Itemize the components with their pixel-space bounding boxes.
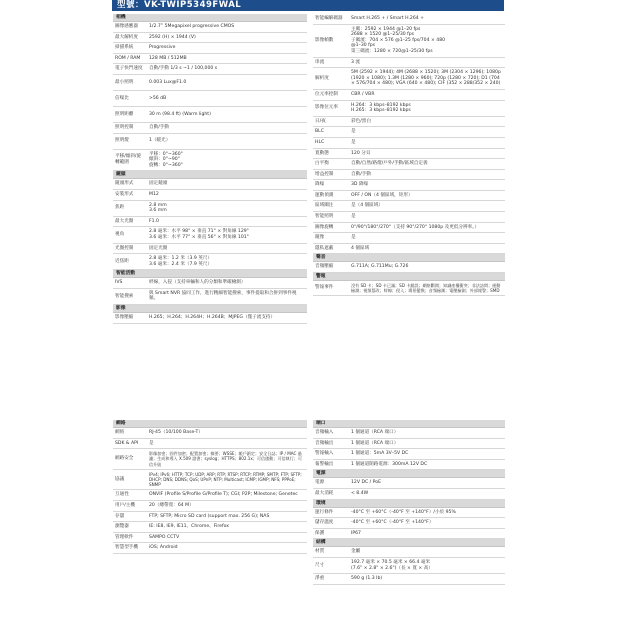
spec-label: 光圈控制 xyxy=(115,245,134,251)
spec-value: 1 個通道（RCA 端口） xyxy=(351,430,399,435)
spec-value: 2.8 毫米：水平 98° × 垂直 71° × 對角線 129° 3.6 毫米：水平 77° × 垂直 56° × 對角線 101° xyxy=(149,229,249,240)
spec-row xyxy=(313,518,505,529)
spec-label: 存儲 xyxy=(115,513,125,519)
spec-value: 是 xyxy=(351,235,356,241)
spec-label: 區域關注 xyxy=(315,203,334,209)
section-header: 智能活動 xyxy=(113,270,307,278)
spec-value: 1 個通道：5mA 3V–5V DC xyxy=(351,451,409,457)
spec-value: 自動/自然/路燈/戶外/手動/區域自定義 xyxy=(351,161,428,167)
spec-row xyxy=(113,134,307,150)
spec-table-right xyxy=(313,14,505,296)
spec-label: 運行條件 xyxy=(315,509,334,515)
spec-label: 最大消耗 xyxy=(315,490,334,496)
spec-label: 警報輸入 xyxy=(315,451,334,457)
spec-label: 網絡 xyxy=(115,430,125,435)
spec-row xyxy=(313,244,505,255)
spec-row xyxy=(313,201,505,212)
spec-label: 鏡像 xyxy=(315,235,325,241)
spec-label: 圖像感應器 xyxy=(115,24,138,29)
spec-label: 最大解析度 xyxy=(115,34,138,40)
spec-value: 是 xyxy=(149,440,154,446)
spec-row xyxy=(113,33,307,44)
spec-row xyxy=(313,449,505,460)
spec-value: IE: IE8, IE9, IE11、Chrome、Firefox xyxy=(149,524,229,530)
spec-row xyxy=(113,190,307,201)
spec-value: 12V DC / PoE xyxy=(351,480,381,486)
spec-value: 金屬 xyxy=(351,549,361,555)
spec-value: 120 分貝 xyxy=(351,150,371,156)
spec-row xyxy=(313,558,505,574)
spec-label: 近焦距 xyxy=(115,258,129,264)
spec-label: 電子快門速度 xyxy=(115,66,143,72)
spec-row xyxy=(313,233,505,244)
spec-row xyxy=(313,90,505,101)
spec-label: 解析度 xyxy=(315,75,329,81)
spec-value: IP67 xyxy=(351,530,361,536)
spec-label: 鏡頭形式 xyxy=(115,181,134,187)
spec-label: 降噪 xyxy=(315,182,325,188)
spec-value: -40°C 至 +60°C（-40°F 至 +140°F）/小於 95% xyxy=(351,509,456,515)
spec-value: 3 流 xyxy=(351,59,360,65)
spec-value: < 8.4W xyxy=(351,490,369,496)
spec-label: 照明距離 xyxy=(115,111,134,117)
spec-label: 儲存溫度 xyxy=(315,520,334,526)
spec-value: 絆線，入侵（支持車輛和人的分類和準確檢測） xyxy=(149,280,246,286)
spec-value: 0.003 Lux@F1.0 xyxy=(149,79,187,85)
spec-row xyxy=(313,212,505,223)
section-header: 鏡頭 xyxy=(113,171,307,179)
spec-value: G.711A; G.711Mu; G.726 xyxy=(351,264,409,270)
section-header: 警報 xyxy=(313,273,505,281)
spec-row xyxy=(113,91,307,107)
spec-row xyxy=(313,127,505,138)
spec-value: -40°C 至 +60°C（-40°F 至 +140°F） xyxy=(351,520,434,526)
spec-table-right xyxy=(313,420,505,585)
spec-label: 智慧型手機 xyxy=(115,545,138,551)
spec-value: 平移：0°~360° 傾斜：0°~90° 旋轉：0°~360° xyxy=(149,151,183,168)
spec-value: 是 xyxy=(351,139,356,145)
spec-label: 最大光圈 xyxy=(115,218,134,224)
spec-row xyxy=(113,522,307,533)
spec-label: 保護 xyxy=(315,530,325,536)
spec-row xyxy=(313,529,505,540)
spec-value: 0°/90°/180°/270°（支持 90°/270° 1080p 及更低分辨率。） xyxy=(351,224,480,230)
section-header: 相機 xyxy=(113,14,307,22)
spec-label: 串流 xyxy=(315,59,325,65)
spec-value: iOS; Android xyxy=(149,545,178,551)
spec-row xyxy=(113,201,307,217)
spec-value: 是（4 個區域） xyxy=(351,203,383,209)
spec-row xyxy=(313,460,505,471)
spec-value: RJ-45（10/100 Base-T） xyxy=(149,430,203,435)
spec-row xyxy=(113,428,307,439)
spec-value: 是 xyxy=(351,129,356,135)
spec-label: 網路安全 xyxy=(115,456,134,462)
spec-label: 信噪比 xyxy=(115,95,129,101)
spec-row xyxy=(313,478,505,489)
spec-value: 與 Smart NVR 協同工作，進行精細智能搜索，事件提取和合併到事件視頻。 xyxy=(149,290,297,302)
spec-row xyxy=(313,25,505,58)
spec-row xyxy=(113,54,307,65)
spec-label: IVS xyxy=(115,280,123,286)
spec-value: 自動/手動 1/3 s ~1 / 100,000 s xyxy=(149,66,218,72)
spec-label: 淨重 xyxy=(315,576,325,582)
spec-value: 1（暖光） xyxy=(149,138,171,144)
spec-value: IPv4; IPv6; HTTP; TCP; UDP; ARP; RTP; RTSP; RTCP; RTMP; SMTP; FTP; SFTP; DHCP; DNS; DDNS; QoS; UPnP; NTP; Multicast; ICMP; IGMP; NFS; PPPoE; SNMP xyxy=(149,471,302,488)
section-header: 影像 xyxy=(113,305,307,313)
spec-label: 增益控制 xyxy=(315,171,334,177)
spec-row xyxy=(113,179,307,190)
spec-label: 安裝形式 xyxy=(115,191,134,197)
spec-row xyxy=(113,533,307,544)
spec-label: 互通性 xyxy=(115,492,129,498)
spec-label: 智能搜索 xyxy=(115,293,134,299)
spec-value: M12 xyxy=(149,191,159,197)
spec-label: 圖像旋轉 xyxy=(315,224,334,230)
spec-row xyxy=(313,117,505,128)
spec-value: 自動/手動 xyxy=(351,171,371,177)
spec-row xyxy=(313,14,505,25)
spec-row xyxy=(113,470,307,491)
spec-row xyxy=(313,138,505,149)
spec-label: SDK & API xyxy=(115,440,139,446)
spec-value: 1 個通道開路電源：300mA 12V DC xyxy=(351,461,428,467)
spec-label: 影像幀數 xyxy=(315,37,334,43)
spec-value: 主碼：2592 × 1944 @1–20 fps 2688 × 1520 @1–25/30 fps 子碼流：704 × 576 @1–25 fps/704 × 480 @1–30 fps 第三碼流：1280 × 720@1–25/30 fps xyxy=(351,26,446,54)
spec-label: 音頻壓縮 xyxy=(315,264,334,270)
spec-value: 2592 (H) × 1944 (V) xyxy=(149,34,196,40)
spec-value: F1.0 xyxy=(149,218,159,224)
spec-row xyxy=(113,123,307,134)
spec-row xyxy=(313,508,505,519)
section-header: 聲音 xyxy=(313,254,505,262)
spec-label: 隱私遮蔽 xyxy=(315,245,334,251)
spec-row xyxy=(313,159,505,170)
spec-value: 固定光圈 xyxy=(149,245,168,251)
spec-label: 協議 xyxy=(115,476,125,482)
spec-table-left xyxy=(113,420,307,554)
model-title-banner: 型號：VK-TWIP5349FWAL xyxy=(112,0,504,11)
spec-value: 1 個通道（RCA 端口） xyxy=(351,440,399,446)
spec-value: 3D 降噪 xyxy=(351,182,369,188)
spec-label: BLC xyxy=(315,129,324,135)
spec-value: 5M (2592 × 1944); 4M (2688 × 1520); 3M (2304 × 1296); 1080p (1920 × 1080); 1.3M (1280 × 960); 720p (1280 × 720); D1 (704 × 576/704 × 480); VGA (640 × 480); CIF (352 × 288/352 × 240) xyxy=(351,70,501,87)
spec-value: 是 xyxy=(351,214,356,220)
spec-label: 智能照明 xyxy=(315,214,334,220)
spec-row xyxy=(313,149,505,160)
spec-label: ROM / RAM xyxy=(115,55,141,61)
spec-value: H.264：3 kbps–8192 kbps H.265：3 kbps–8192 kbps xyxy=(351,102,411,114)
spec-value: ONVIF (Profile S/Profile G/Profile T); CGI; P2P; Milestone; Genetec xyxy=(149,492,298,498)
spec-row xyxy=(313,281,505,296)
spec-value: H.265；H.264；H.264H；H.264B；MJPEG（僅子流支持） xyxy=(149,315,276,321)
spec-label: 影像位元率 xyxy=(315,105,338,111)
spec-label: 平移/傾斜/旋轉範圍 xyxy=(115,154,142,165)
spec-row xyxy=(113,217,307,228)
spec-row xyxy=(113,227,307,243)
spec-label: 電源 xyxy=(315,480,325,486)
section-header: 端口 xyxy=(313,420,505,428)
spec-row xyxy=(313,428,505,439)
spec-value: 2.8 毫米：1.2 米（3.9 英尺） 3.6 毫米：2.4 米（7.9 英尺） xyxy=(149,256,213,267)
spec-value: 1/2.7” 5Megapixel progressive CMOS xyxy=(149,24,235,29)
spec-label: 最小照明 xyxy=(115,79,134,85)
spec-row xyxy=(313,101,505,117)
spec-label: 影像壓縮 xyxy=(115,315,134,321)
spec-row xyxy=(313,170,505,181)
spec-label: 白平衡 xyxy=(315,161,329,167)
spec-label: 智能編解碼器 xyxy=(315,16,343,21)
spec-row xyxy=(313,191,505,202)
spec-label: 視角 xyxy=(115,232,125,238)
spec-value: 影像加密；固件加密；配置加密；摘要；WSSE；帳戶鎖定；安全日誌；IP / MAC 過濾；生成和導入 X.509 證書；syslog；HTTPS；802.1x；可信啟動；可信執行；可信升級 xyxy=(149,451,302,467)
section-header: 電源 xyxy=(313,470,505,478)
spec-label: 照明控制 xyxy=(115,124,134,130)
spec-value: 30 m (98.4 ft) (Warm light) xyxy=(149,111,211,117)
spec-row xyxy=(313,262,505,273)
spec-row xyxy=(113,75,307,91)
spec-row xyxy=(113,278,307,289)
spec-label: 警報事件 xyxy=(315,285,334,291)
spec-row xyxy=(113,439,307,450)
spec-row xyxy=(113,543,307,554)
spec-row xyxy=(113,22,307,33)
spec-page-2 xyxy=(0,412,620,620)
spec-row xyxy=(113,289,307,305)
spec-value: 2.8 mm 3.6 mm xyxy=(149,202,167,214)
spec-label: 瀏覽器 xyxy=(115,524,129,530)
spec-value: CBR / VBR xyxy=(351,91,375,97)
spec-row xyxy=(313,489,505,500)
spec-row xyxy=(113,512,307,523)
spec-row xyxy=(113,490,307,501)
spec-row xyxy=(313,68,505,90)
spec-value: 自動/手動 xyxy=(149,124,169,130)
spec-value: Smart H.265 + / Smart H.264 + xyxy=(351,16,425,21)
spec-row xyxy=(313,58,505,69)
spec-value: 590 g (1.3 lb) xyxy=(351,576,383,582)
spec-row xyxy=(113,449,307,470)
spec-label: 照明燈 xyxy=(115,138,129,144)
spec-row xyxy=(113,501,307,512)
spec-value: 4 個區域 xyxy=(351,245,370,251)
spec-label: 音頻輸入 xyxy=(315,430,334,435)
spec-row xyxy=(113,43,307,54)
section-header: 環境 xyxy=(313,500,505,508)
spec-value: Progressive xyxy=(149,45,176,51)
spec-value: 192.7 毫米 × 70.5 毫米 × 66.4 毫米 (7.6" × 2.8" × 2.6")（長 × 寬 × 高） xyxy=(351,559,433,571)
spec-row xyxy=(313,547,505,558)
spec-value: 彩色/黑白 xyxy=(351,118,371,124)
spec-label: 尺寸 xyxy=(315,562,325,568)
spec-label: 位元率控制 xyxy=(315,91,338,97)
spec-label: HLC xyxy=(315,139,325,145)
spec-label: 報警輸出 xyxy=(315,461,334,467)
spec-label: 寬動態 xyxy=(315,150,329,156)
spec-label: 音頻輸出 xyxy=(315,440,334,446)
spec-row xyxy=(313,223,505,234)
spec-value: OFF / ON（4 個區域，矩形） xyxy=(351,192,413,198)
spec-row xyxy=(113,254,307,270)
spec-row xyxy=(113,313,307,324)
spec-label: 掃描系統 xyxy=(115,45,134,51)
spec-value: >56 dB xyxy=(149,95,167,101)
spec-label: 日/夜 xyxy=(315,118,326,124)
spec-row xyxy=(113,64,307,75)
spec-value: 128 MB / 512MB xyxy=(149,55,187,61)
section-header: 結構 xyxy=(313,539,505,547)
section-header: 網絡 xyxy=(113,420,307,428)
spec-value: FTP; SFTP; Micro SD card (support max. 256 G); NAS xyxy=(149,513,270,519)
spec-label: 用戶/主機 xyxy=(115,503,135,508)
spec-value: SAMPO CCTV xyxy=(149,534,180,540)
spec-label: 材質 xyxy=(315,549,325,555)
spec-row xyxy=(113,107,307,123)
spec-row xyxy=(313,180,505,191)
spec-label: 管理軟件 xyxy=(115,534,134,540)
spec-label: 焦距 xyxy=(115,205,125,211)
spec-value: 固定鏡頭 xyxy=(149,181,168,187)
spec-table-left xyxy=(113,14,307,324)
spec-row xyxy=(113,150,307,172)
spec-value: 20（總帶寬：64 M） xyxy=(149,503,194,508)
spec-value: 沒有 SD 卡；SD 卡已滿；SD 卡錯誤；網絡斷開；知識產權衝突；非法訪問；運動檢測；視頻篡改；絆線；侵入；場景變換；音頻檢測；電壓檢測；外部報警；SMD xyxy=(351,283,501,294)
spec-label: 運動偵測 xyxy=(315,192,334,198)
spec-row xyxy=(313,439,505,450)
spec-row xyxy=(313,574,505,585)
spec-row xyxy=(113,244,307,255)
